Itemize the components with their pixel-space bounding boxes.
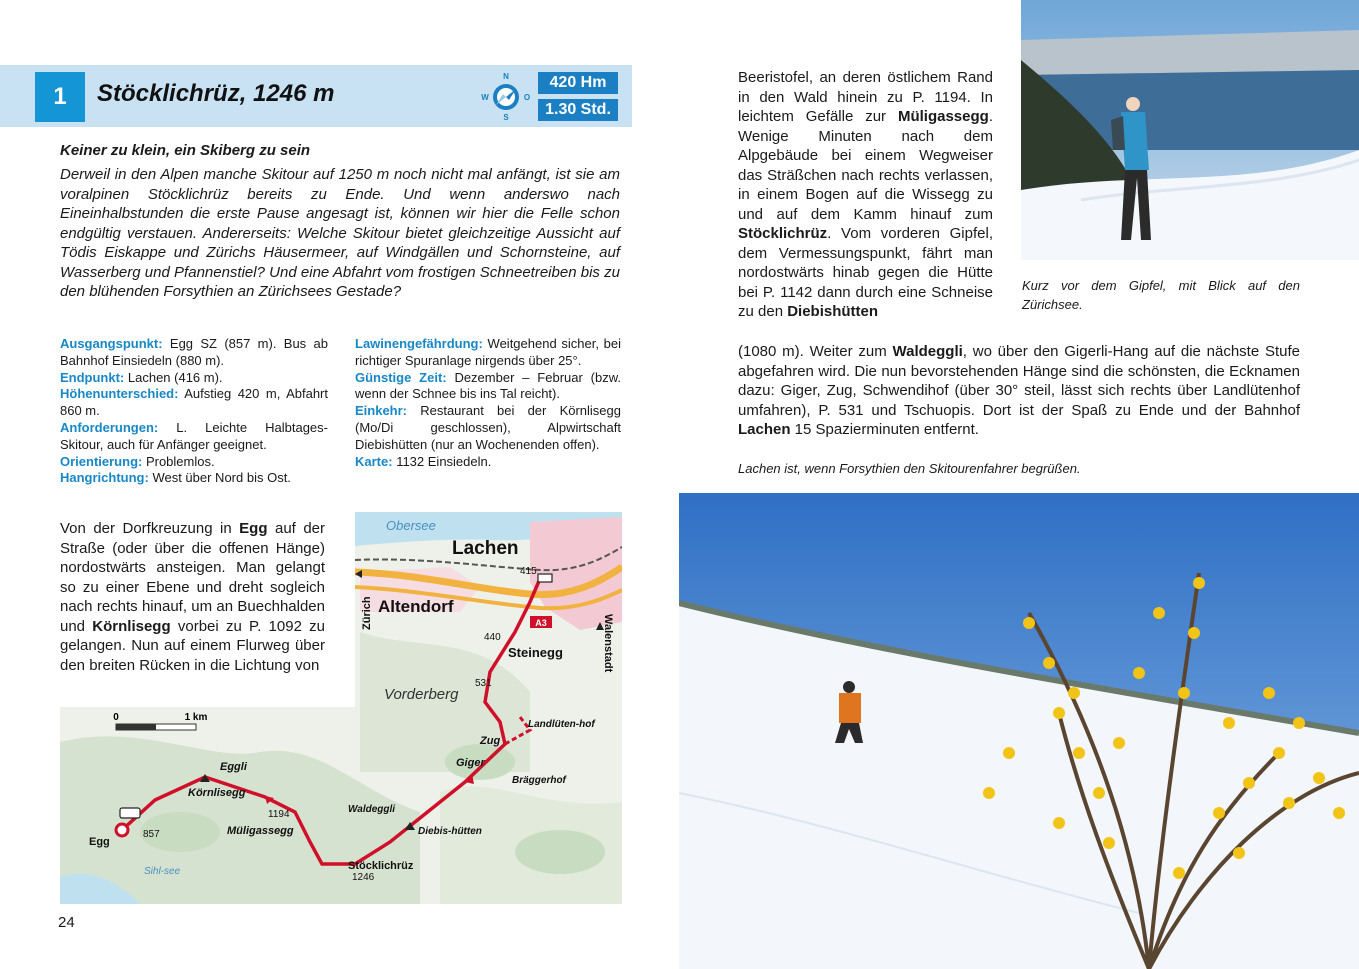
map-label-stoecklichruez: Stöcklichrüz <box>348 860 414 872</box>
map-label-eggli: Eggli <box>220 761 247 773</box>
body-text-run: Von der Dorfkreuzung in <box>60 520 240 537</box>
start-marker <box>116 824 128 836</box>
scale-label-0: 0 <box>113 712 119 723</box>
map-point-440: 440 <box>484 632 501 643</box>
info-label: Endpunkt: <box>60 369 125 385</box>
map-point-857: 857 <box>143 829 160 840</box>
info-label: Lawinengefährdung: <box>355 336 483 351</box>
place-mueligassegg: Müligassegg <box>897 108 989 125</box>
place-egg: Egg <box>239 520 268 537</box>
map-label-lachen: Lachen <box>452 538 519 559</box>
place-diebishuetten: Diebishütten <box>787 303 879 320</box>
info-item <box>60 420 328 454</box>
info-text: Aufstieg 420 m, Abfahrt 860 m. <box>60 386 328 419</box>
info-item <box>355 370 621 404</box>
compass-s: S <box>503 113 509 122</box>
info-text: Weitgehend sicher, bei richtiger Spuranlage nirgends über 25°. <box>355 336 621 368</box>
map-label-altendorf: Altendorf <box>378 597 454 616</box>
map-label-a3: A3 <box>535 618 547 628</box>
map-label-braeggerhof: Bräggerhof <box>512 775 566 786</box>
info-text: Dezember – Februar (bzw. wenn der Schnee bis ins Tal reicht). <box>355 369 621 402</box>
body-text-run: , wo über den Gigerli-Hang auf die nächste Stufe abgefahren wird. Die nun bevorstehenden Hänge sind die schönsten, die Ecknamen dazu: Giger, Zug, Schwendihof (über 30° steil, lässt sich rechts über Landlütenhof umfahren), P. 531 und Tschuopis. Dort ist der Spaß zu Ende und der Bahnhof <box>738 343 1300 419</box>
body-text-right-continued <box>738 342 1300 440</box>
tour-title: Stöcklichrüz, 1246 m <box>97 80 335 107</box>
info-label: Orientierung: <box>60 453 143 469</box>
body-text-run: . Wenige Minuten nach dem Alpgebäude bei einem Wegweiser das Sträßchen nach rechts verlassen, in einem Bogen auf die Wissegg zu und auf dem Kamm hinauf zum <box>738 108 993 223</box>
info-text: Restaurant bei der Körnlisegg (Mo/Di geschlossen), Alpwirtschaft Diebishütten (nur an Wochenenden offen). <box>355 403 621 452</box>
map-point-1246: 1246 <box>352 872 375 883</box>
place-lachen: Lachen <box>738 421 791 438</box>
body-text-right <box>738 68 993 322</box>
body-text-run: (1080 m). Weiter zum <box>738 343 893 360</box>
page-number: 24 <box>58 914 75 931</box>
map-label-obersee: Obersee <box>386 518 436 533</box>
info-label: Einkehr: <box>355 403 408 419</box>
info-item <box>355 454 621 471</box>
body-text-left <box>60 519 325 675</box>
bus-icon <box>120 808 140 818</box>
map-label-koernlisegg: Körnlisegg <box>188 787 246 799</box>
info-label: Günstige Zeit: <box>355 369 447 385</box>
info-item <box>355 403 621 453</box>
place-waldeggli: Waldeggli <box>892 343 963 360</box>
body-text-run: 15 Spazierminuten entfernt. <box>790 421 979 438</box>
info-item <box>355 336 621 370</box>
info-text: 1132 Einsiedeln. <box>392 453 492 469</box>
map-label-giger: Giger <box>456 757 485 769</box>
map-label-waldeggli: Waldeggli <box>348 804 396 815</box>
scale-label-1km: 1 km <box>184 712 208 723</box>
info-text: Lachen (416 m). <box>124 369 223 385</box>
photo-caption-bottom: Lachen ist, wenn Forsythien den Skitourenfahrer begrüßen. <box>738 461 1081 476</box>
map-point-531: 531 <box>475 678 492 689</box>
height-gain-badge: 420 Hm <box>538 72 618 94</box>
forest-patch <box>515 830 605 874</box>
duration-badge: 1.30 Std. <box>538 99 618 121</box>
info-item <box>60 454 328 471</box>
info-item <box>60 336 328 370</box>
body-text-run: vorbei zu P. 1092 zu gelangen. Nun auf einem Flurweg über den breiten Rücken in die Lichtung von <box>60 617 325 674</box>
map-label-steinegg: Steinegg <box>508 645 563 660</box>
map-label-zug: Zug <box>480 735 501 747</box>
station-icon <box>538 574 552 582</box>
scale-bar-fill <box>116 724 156 730</box>
place-stoecklichruez: Stöcklichrüz <box>738 225 828 242</box>
tour-number-badge: 1 <box>35 72 85 122</box>
intro-paragraph: Derweil in den Alpen manche Skitour auf 1250 m noch nicht mal anfängt, ist sie am voralpinen Stöcklichrüz bereits zu Ende. Und wenn anderswo nach Eineinhalbstunden die erste Pause angesagt ist, können wir hier die Felle schon endgültig verstauen. Andererseits: Welche Skitour bietet gleichzeitige Aussicht auf Tödis Eiskappe und Zürichs Häusermeer, auf Windgällen und Schornsteine, auf Wasserberg und Pfannenstiel? Und eine Abfahrt vom frostigen Schneetreiben bis zu den blühenden Forsythien an Zürichsees Gestade? <box>60 166 620 300</box>
info-label: Karte: <box>355 453 393 469</box>
info-text: L. Leichte Halbtages-Skitour, auch für Anfänger geeignet. <box>60 419 328 452</box>
info-item <box>60 386 328 420</box>
map-label-zuerich: Zürich <box>361 596 373 630</box>
photo-caption-top: Kurz vor dem Gipfel, mit Blick auf den Zürichsee. <box>1022 278 1300 312</box>
photo-summit-zurichsee <box>1021 0 1359 260</box>
subtitle: Keiner zu klein, ein Skiberg zu sein <box>60 142 311 159</box>
map-label-sihlsee: Sihl-see <box>144 866 181 877</box>
map-label-diebishuetten: Diebis-hütten <box>418 826 482 837</box>
info-text: Egg SZ (857 m). Bus ab Bahnhof Einsiedeln (880 m). <box>60 336 328 368</box>
body-text-run: auf der Straße (oder über die offenen Hänge) nordostwärts ansteigen. Man gelangt so zu einer Ebene und dreht sogleich nach rechts hinauf, um an Buechhalden und <box>60 520 325 635</box>
map-point-415: 415 <box>520 566 537 577</box>
info-column-left <box>60 336 328 487</box>
body-text-run: Beeristofel, an deren östlichem Rand in den Wald hinein zu P. 1194. In leichtem Gefälle zur <box>738 69 993 125</box>
info-item <box>60 470 328 487</box>
compass-n: N <box>503 72 509 81</box>
map-label-egg: Egg <box>89 836 110 848</box>
info-label: Anforderungen: <box>60 419 159 435</box>
map-label-landluetenhof: Landlüten-hof <box>528 719 595 730</box>
map-label-vorderberg: Vorderberg <box>384 686 459 703</box>
info-text: West über Nord bis Ost. <box>148 470 291 486</box>
place-koernlisegg: Körnlisegg <box>92 617 171 635</box>
compass-w: W <box>481 93 489 102</box>
compass-o: O <box>523 93 531 102</box>
info-label: Hangrichtung: <box>60 470 149 486</box>
info-item <box>60 370 328 387</box>
body-text-run: . Vom vorderen Gipfel, dem Vermessungspunkt, fährt man nordostwärts hinab gegen die Hütte bei P. 1142 dann durch eine Schneise zu den <box>738 225 993 320</box>
map-point-1194: 1194 <box>268 809 290 820</box>
info-label: Ausgangspunkt: <box>60 336 163 351</box>
map-label-walenstadt: Walenstadt <box>602 614 614 673</box>
info-column-right <box>355 336 621 470</box>
info-label: Höhenunterschied: <box>60 386 179 402</box>
info-text: Problemlos. <box>142 453 215 469</box>
map-label-mueligassegg: Müligassegg <box>227 825 294 837</box>
compass-icon <box>480 70 536 122</box>
photo-forsythia-skier <box>679 493 1359 969</box>
